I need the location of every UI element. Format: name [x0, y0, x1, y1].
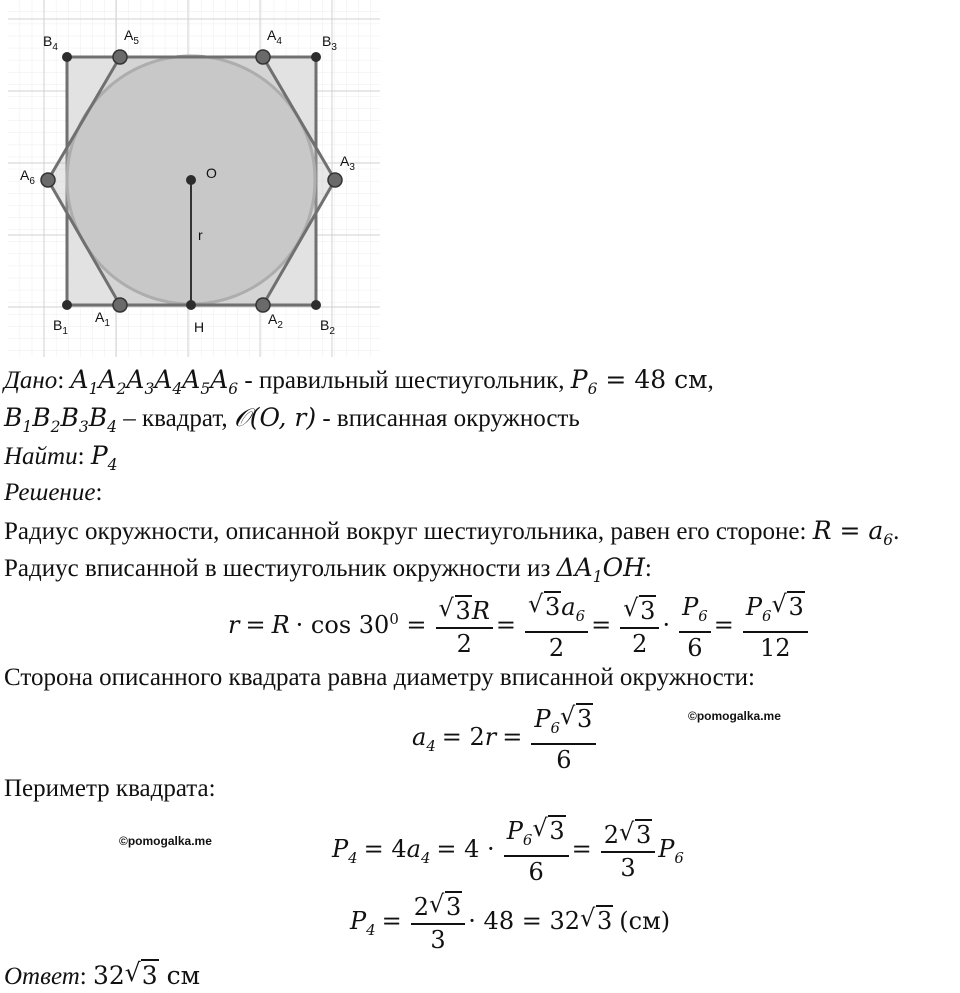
label-a4: $A_4$	[267, 27, 282, 47]
label-b3: $B_3$	[322, 33, 337, 53]
formula-p4-value: $P_4$ = 2 √ 3 3 · 48 = 32 √ 3 (см)	[350, 890, 671, 954]
find-line: Найти: $P_4$	[4, 441, 118, 474]
label-a2: $A_2$	[268, 311, 283, 331]
line-R-text: Радиус окружности, описанной вокруг шестиугольника, равен его стороне:	[4, 518, 813, 545]
label-a1: $A_1$	[95, 309, 110, 329]
label-b2: $B_2$	[320, 317, 335, 337]
answer-value: 32 √ 3 см	[92, 958, 201, 990]
label-o: O	[206, 165, 217, 181]
line-side-text: Сторона описанного квадрата равна диаметру вписанной окружности:	[4, 664, 755, 691]
point-a6	[41, 173, 55, 187]
point-b1	[62, 300, 72, 310]
p6-value: 48 см	[634, 365, 708, 394]
square-name: $B_1B_2B_3B_4$	[4, 403, 117, 436]
find-label: Найти	[4, 443, 78, 470]
line-r-text: Радиус вписанной в шестиугольник окружности из	[4, 555, 557, 582]
point-a2	[256, 298, 270, 312]
formula-r: $r = R \cdot \cos 30^0$ = √ 3R 2 = √ $3a_6$ 2 = √ 3 2 · $\frac{P_6}{6}$ = $P_6$ √ 3 12	[228, 592, 811, 663]
answer-label: Ответ	[4, 963, 80, 990]
geometry-figure	[0, 0, 390, 360]
watermark-2: ©pomogalka.me	[119, 834, 212, 848]
p6-expr: $P_6$ =	[570, 365, 635, 398]
formula-a4: $a_4 = 2r$ = $P_6$ √ 3 6	[412, 704, 599, 775]
point-b3	[311, 52, 321, 62]
label-b1: $B_1$	[53, 317, 68, 337]
point-a5	[113, 50, 127, 64]
perimeter-line	[4, 773, 216, 805]
given-line1-tail: - правильный шестиугольник,	[238, 367, 571, 394]
point-o	[186, 175, 196, 185]
point-a3	[328, 173, 342, 187]
answer-line: Ответ: 32 √ 3 см	[4, 958, 201, 990]
label-a3: $A_3$	[340, 153, 355, 173]
given-line2-tail: - вписанная окружность	[316, 405, 580, 432]
hexagon-name: $A_1A_2A_3A_4A_5A_6$	[70, 365, 239, 398]
solution-line: Решение:	[4, 479, 103, 506]
point-a1	[113, 298, 127, 312]
watermark-1: ©pomogalka.me	[688, 709, 781, 723]
given-label: Дано	[4, 367, 58, 394]
find-target: $P_4$	[90, 441, 118, 474]
line-perimeter-text: Периметр квадрата:	[4, 775, 216, 802]
radius-inscribed-line: Радиус вписанной в шестиугольник окружности из $\Delta A_1OH$:	[4, 553, 652, 586]
label-b4: $B_4$	[43, 33, 58, 53]
circle-expr: 𝒪(O, r)	[233, 403, 317, 432]
given-line-2	[4, 402, 580, 443]
label-a6: $A_6$	[20, 167, 35, 187]
final-units: (см)	[619, 907, 671, 936]
label-r: r	[198, 227, 203, 243]
radius-circumscribed-line: Радиус окружности, описанной вокруг шестиугольника, равен его стороне: $R = a_6$.	[4, 516, 900, 549]
label-h: H	[194, 319, 205, 335]
point-b4	[62, 52, 72, 62]
point-a4	[256, 50, 270, 64]
square-side-line	[4, 662, 755, 694]
R-equals-a6: $R = a_6$	[812, 516, 894, 549]
given-line2-mid: – квадрат,	[117, 405, 234, 432]
triangle-a1oh: $\Delta A_1OH$	[556, 553, 645, 586]
point-h	[186, 300, 196, 310]
solution-label: Решение	[4, 479, 96, 506]
given-line-1: Дано: $A_1A_2A_3A_4A_5A_6$ - правильный шестиугольник, $P_6 = 48$ см,	[4, 365, 714, 398]
point-b2	[311, 300, 321, 310]
formula-p4: $P_4 = 4a_4 = 4$ · $P_6$ √ 3 6 = 2 √ 3 3 $P_6$	[332, 814, 684, 886]
label-a5: $A_5$	[124, 27, 139, 47]
